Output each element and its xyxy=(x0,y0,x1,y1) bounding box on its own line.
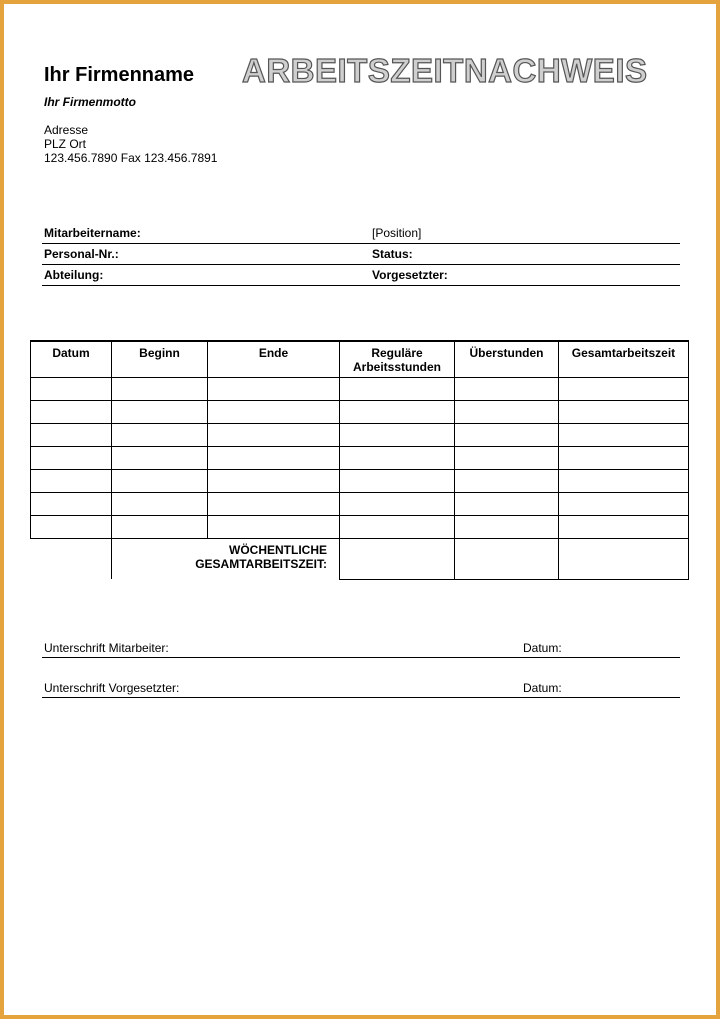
start-cell[interactable] xyxy=(112,493,208,516)
weekly-total-row xyxy=(31,539,689,580)
table-row xyxy=(31,424,689,447)
date-cell[interactable] xyxy=(31,493,112,516)
date-cell[interactable] xyxy=(31,470,112,493)
timesheet-table xyxy=(30,340,689,580)
employee-signature-label: Unterschrift Mitarbeiter: xyxy=(44,641,169,655)
date-cell[interactable] xyxy=(31,378,112,401)
column-header-total-time: Gesamtarbeitszeit xyxy=(559,341,689,378)
regular-hours-cell[interactable] xyxy=(340,401,455,424)
date-cell[interactable] xyxy=(31,447,112,470)
regular-hours-cell[interactable] xyxy=(340,470,455,493)
start-cell[interactable] xyxy=(112,470,208,493)
personnel-no-label: Personal-Nr.: xyxy=(44,247,119,261)
regular-hours-cell[interactable] xyxy=(340,493,455,516)
overtime-cell[interactable] xyxy=(455,378,559,401)
weekly-total-label: WÖCHENTLICHE GESAMTARBEITSZEIT: xyxy=(112,539,340,580)
supervisor-date-label: Datum: xyxy=(523,681,562,695)
position-label: [Position] xyxy=(372,226,422,240)
total-time-cell[interactable] xyxy=(559,493,689,516)
table-header-row xyxy=(31,341,689,378)
overtime-cell[interactable] xyxy=(455,401,559,424)
total-time-cell[interactable] xyxy=(559,470,689,493)
overtime-cell[interactable] xyxy=(455,493,559,516)
total-time-cell[interactable] xyxy=(559,401,689,424)
employee-date-label: Datum: xyxy=(523,641,562,655)
info-row-name xyxy=(42,222,680,244)
document-title: ARBEITSZEITNACHWEIS xyxy=(242,52,648,89)
postal-city-line: PLZ Ort xyxy=(44,137,87,151)
regular-hours-cell[interactable] xyxy=(340,424,455,447)
regular-hours-cell[interactable] xyxy=(340,378,455,401)
end-cell[interactable] xyxy=(208,424,340,447)
company-motto: Ihr Firmenmotto xyxy=(44,95,136,109)
total-time-cell[interactable] xyxy=(559,516,689,539)
end-cell[interactable] xyxy=(208,516,340,539)
employee-signature-line xyxy=(42,641,680,658)
end-cell[interactable] xyxy=(208,470,340,493)
regular-hours-cell[interactable] xyxy=(340,516,455,539)
supervisor-signature-line xyxy=(42,681,680,698)
weekly-total-time-cell[interactable] xyxy=(559,539,689,580)
start-cell[interactable] xyxy=(112,401,208,424)
status-label: Status: xyxy=(372,247,413,261)
supervisor-signature-label: Unterschrift Vorgesetzter: xyxy=(44,681,180,695)
total-time-cell[interactable] xyxy=(559,424,689,447)
overtime-cell[interactable] xyxy=(455,516,559,539)
column-header-regular-hours: Reguläre Arbeitsstunden xyxy=(340,341,455,378)
address-line: Adresse xyxy=(44,123,89,137)
overtime-cell[interactable] xyxy=(455,470,559,493)
end-cell[interactable] xyxy=(208,447,340,470)
end-cell[interactable] xyxy=(208,401,340,424)
supervisor-label: Vorgesetzter: xyxy=(372,268,448,282)
column-header-overtime: Überstunden xyxy=(455,341,559,378)
table-row xyxy=(31,378,689,401)
department-label: Abteilung: xyxy=(44,268,104,282)
table-row xyxy=(31,401,689,424)
table-row xyxy=(31,470,689,493)
weekly-overtime-cell[interactable] xyxy=(455,539,559,580)
date-cell[interactable] xyxy=(31,424,112,447)
blank-cell xyxy=(31,539,112,580)
table-row xyxy=(31,516,689,539)
start-cell[interactable] xyxy=(112,424,208,447)
table-row xyxy=(31,447,689,470)
regular-hours-cell[interactable] xyxy=(340,447,455,470)
start-cell[interactable] xyxy=(112,378,208,401)
column-header-start: Beginn xyxy=(112,341,208,378)
end-cell[interactable] xyxy=(208,493,340,516)
end-cell[interactable] xyxy=(208,378,340,401)
phone-fax-line: 123.456.7890 Fax 123.456.7891 xyxy=(44,151,218,165)
info-row-department xyxy=(42,264,680,286)
overtime-cell[interactable] xyxy=(455,424,559,447)
start-cell[interactable] xyxy=(112,447,208,470)
employee-name-label: Mitarbeitername: xyxy=(44,226,141,240)
column-header-date: Datum xyxy=(31,341,112,378)
total-time-cell[interactable] xyxy=(559,447,689,470)
company-name: Ihr Firmenname xyxy=(44,64,195,86)
table-row xyxy=(31,493,689,516)
date-cell[interactable] xyxy=(31,516,112,539)
overtime-cell[interactable] xyxy=(455,447,559,470)
start-cell[interactable] xyxy=(112,516,208,539)
total-time-cell[interactable] xyxy=(559,378,689,401)
date-cell[interactable] xyxy=(31,401,112,424)
weekly-regular-hours-cell[interactable] xyxy=(340,539,455,580)
info-row-personnel xyxy=(42,243,680,265)
column-header-end: Ende xyxy=(208,341,340,378)
